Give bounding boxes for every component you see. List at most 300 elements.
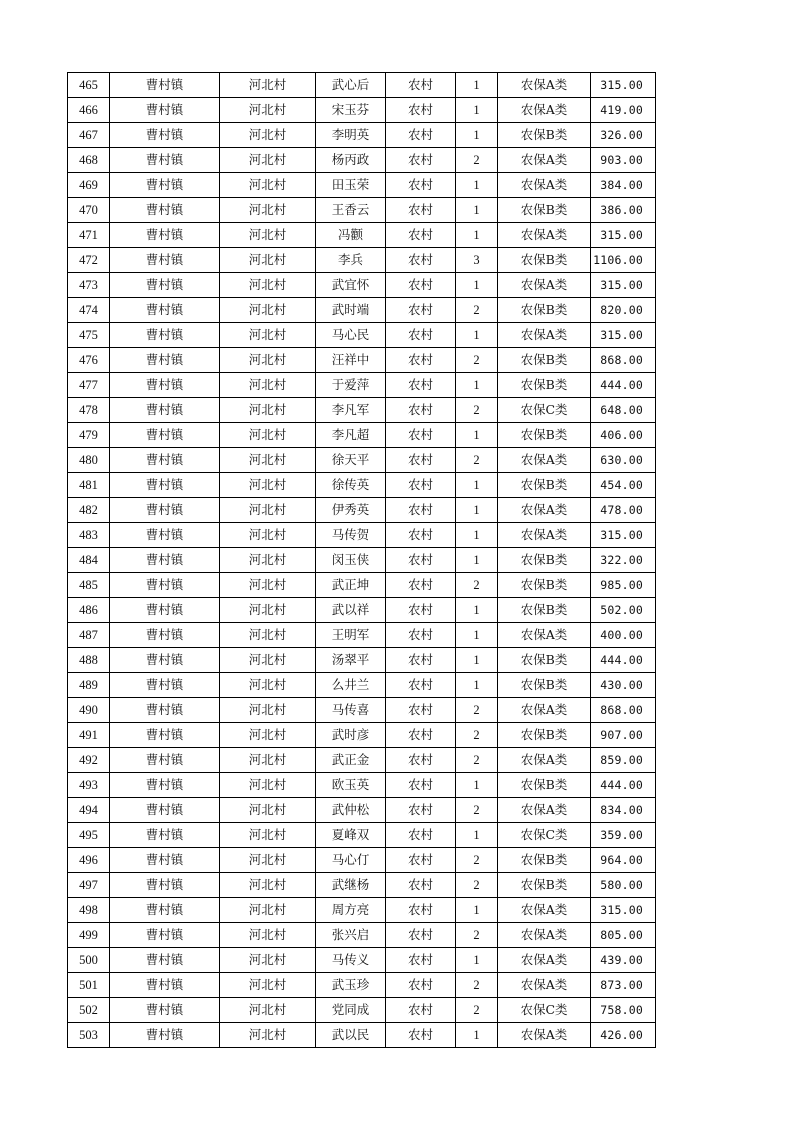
village-cell: 河北村 <box>220 998 316 1023</box>
row-number-cell: 493 <box>68 773 110 798</box>
person-name-cell: 么井兰 <box>316 673 386 698</box>
insurance-category-cell: 农保A类 <box>498 523 591 548</box>
household-type-cell: 农村 <box>386 748 456 773</box>
person-name-cell: 李凡军 <box>316 398 386 423</box>
table-row <box>68 423 656 448</box>
person-name-cell: 欧玉英 <box>316 773 386 798</box>
insurance-category-cell: 农保B类 <box>498 123 591 148</box>
person-name-cell: 张兴启 <box>316 923 386 948</box>
village-cell: 河北村 <box>220 648 316 673</box>
village-cell: 河北村 <box>220 123 316 148</box>
town-cell: 曹村镇 <box>110 223 220 248</box>
town-cell: 曹村镇 <box>110 448 220 473</box>
insurance-category-cell: 农保B类 <box>498 373 591 398</box>
household-type-cell: 农村 <box>386 123 456 148</box>
table-row <box>68 848 656 873</box>
row-number-cell: 477 <box>68 373 110 398</box>
table-row <box>68 223 656 248</box>
table-row <box>68 673 656 698</box>
village-cell: 河北村 <box>220 473 316 498</box>
household-type-cell: 农村 <box>386 873 456 898</box>
person-count-cell: 1 <box>456 98 498 123</box>
person-name-cell: 马心民 <box>316 323 386 348</box>
person-name-cell: 冯颧 <box>316 223 386 248</box>
row-number-cell: 495 <box>68 823 110 848</box>
insurance-category-cell: 农保A类 <box>498 98 591 123</box>
town-cell: 曹村镇 <box>110 298 220 323</box>
person-count-cell: 2 <box>456 798 498 823</box>
amount-cell: 630.00 <box>591 448 656 473</box>
row-number-cell: 488 <box>68 648 110 673</box>
person-name-cell: 武时端 <box>316 298 386 323</box>
amount-cell: 805.00 <box>591 923 656 948</box>
row-number-cell: 468 <box>68 148 110 173</box>
household-type-cell: 农村 <box>386 923 456 948</box>
person-name-cell: 马传贺 <box>316 523 386 548</box>
row-number-cell: 503 <box>68 1023 110 1048</box>
insurance-category-cell: 农保A类 <box>498 498 591 523</box>
table-row <box>68 998 656 1023</box>
amount-cell: 315.00 <box>591 73 656 98</box>
insurance-category-cell: 农保B类 <box>498 423 591 448</box>
person-count-cell: 2 <box>456 298 498 323</box>
village-cell: 河北村 <box>220 798 316 823</box>
insurance-category-cell: 农保A类 <box>498 898 591 923</box>
amount-cell: 985.00 <box>591 573 656 598</box>
village-cell: 河北村 <box>220 623 316 648</box>
insurance-category-cell: 农保B类 <box>498 473 591 498</box>
insurance-category-cell: 农保A类 <box>498 1023 591 1048</box>
person-count-cell: 1 <box>456 223 498 248</box>
village-cell: 河北村 <box>220 198 316 223</box>
person-name-cell: 武正坤 <box>316 573 386 598</box>
person-count-cell: 2 <box>456 848 498 873</box>
household-type-cell: 农村 <box>386 373 456 398</box>
person-count-cell: 1 <box>456 623 498 648</box>
household-type-cell: 农村 <box>386 798 456 823</box>
village-cell: 河北村 <box>220 98 316 123</box>
person-count-cell: 2 <box>456 873 498 898</box>
amount-cell: 315.00 <box>591 223 656 248</box>
household-type-cell: 农村 <box>386 348 456 373</box>
town-cell: 曹村镇 <box>110 948 220 973</box>
person-name-cell: 马传义 <box>316 948 386 973</box>
amount-cell: 400.00 <box>591 623 656 648</box>
town-cell: 曹村镇 <box>110 423 220 448</box>
row-number-cell: 502 <box>68 998 110 1023</box>
amount-cell: 868.00 <box>591 698 656 723</box>
town-cell: 曹村镇 <box>110 923 220 948</box>
insurance-category-cell: 农保C类 <box>498 998 591 1023</box>
amount-cell: 454.00 <box>591 473 656 498</box>
row-number-cell: 476 <box>68 348 110 373</box>
amount-cell: 820.00 <box>591 298 656 323</box>
village-cell: 河北村 <box>220 223 316 248</box>
amount-cell: 359.00 <box>591 823 656 848</box>
amount-cell: 964.00 <box>591 848 656 873</box>
amount-cell: 386.00 <box>591 198 656 223</box>
town-cell: 曹村镇 <box>110 398 220 423</box>
amount-cell: 384.00 <box>591 173 656 198</box>
row-number-cell: 467 <box>68 123 110 148</box>
village-cell: 河北村 <box>220 823 316 848</box>
person-name-cell: 武以民 <box>316 1023 386 1048</box>
row-number-cell: 497 <box>68 873 110 898</box>
town-cell: 曹村镇 <box>110 823 220 848</box>
village-cell: 河北村 <box>220 698 316 723</box>
row-number-cell: 494 <box>68 798 110 823</box>
table-row <box>68 898 656 923</box>
person-name-cell: 李凡超 <box>316 423 386 448</box>
person-name-cell: 李明英 <box>316 123 386 148</box>
table-row <box>68 473 656 498</box>
person-name-cell: 伊秀英 <box>316 498 386 523</box>
town-cell: 曹村镇 <box>110 873 220 898</box>
amount-cell: 430.00 <box>591 673 656 698</box>
town-cell: 曹村镇 <box>110 548 220 573</box>
person-name-cell: 武以祥 <box>316 598 386 623</box>
person-count-cell: 1 <box>456 498 498 523</box>
table-row <box>68 973 656 998</box>
table-row <box>68 298 656 323</box>
table-row <box>68 523 656 548</box>
amount-cell: 315.00 <box>591 523 656 548</box>
table-row <box>68 598 656 623</box>
table-row <box>68 98 656 123</box>
table-row <box>68 148 656 173</box>
insurance-category-cell: 农保A类 <box>498 148 591 173</box>
table-row <box>68 748 656 773</box>
town-cell: 曹村镇 <box>110 573 220 598</box>
village-cell: 河北村 <box>220 973 316 998</box>
insurance-category-cell: 农保A类 <box>498 748 591 773</box>
row-number-cell: 472 <box>68 248 110 273</box>
table-row <box>68 623 656 648</box>
person-name-cell: 马传喜 <box>316 698 386 723</box>
row-number-cell: 486 <box>68 598 110 623</box>
village-cell: 河北村 <box>220 848 316 873</box>
household-type-cell: 农村 <box>386 73 456 98</box>
household-type-cell: 农村 <box>386 648 456 673</box>
household-type-cell: 农村 <box>386 173 456 198</box>
town-cell: 曹村镇 <box>110 898 220 923</box>
insurance-category-cell: 农保B类 <box>498 248 591 273</box>
table-row <box>68 698 656 723</box>
person-name-cell: 党同成 <box>316 998 386 1023</box>
table-row <box>68 498 656 523</box>
village-cell: 河北村 <box>220 298 316 323</box>
village-cell: 河北村 <box>220 773 316 798</box>
row-number-cell: 469 <box>68 173 110 198</box>
town-cell: 曹村镇 <box>110 148 220 173</box>
person-name-cell: 徐传英 <box>316 473 386 498</box>
household-type-cell: 农村 <box>386 823 456 848</box>
person-name-cell: 杨丙政 <box>316 148 386 173</box>
amount-cell: 406.00 <box>591 423 656 448</box>
person-name-cell: 武时彦 <box>316 723 386 748</box>
table-row <box>68 273 656 298</box>
person-name-cell: 武正金 <box>316 748 386 773</box>
table-row <box>68 73 656 98</box>
row-number-cell: 499 <box>68 923 110 948</box>
person-name-cell: 汪祥中 <box>316 348 386 373</box>
insurance-category-cell: 农保B类 <box>498 548 591 573</box>
table-row <box>68 798 656 823</box>
row-number-cell: 482 <box>68 498 110 523</box>
amount-cell: 315.00 <box>591 898 656 923</box>
amount-cell: 326.00 <box>591 123 656 148</box>
household-type-cell: 农村 <box>386 323 456 348</box>
person-name-cell: 武玉珍 <box>316 973 386 998</box>
insurance-category-cell: 农保A类 <box>498 448 591 473</box>
person-count-cell: 1 <box>456 173 498 198</box>
village-cell: 河北村 <box>220 1023 316 1048</box>
insurance-category-cell: 农保B类 <box>498 348 591 373</box>
row-number-cell: 492 <box>68 748 110 773</box>
household-type-cell: 农村 <box>386 848 456 873</box>
insurance-category-cell: 农保A类 <box>498 923 591 948</box>
village-cell: 河北村 <box>220 398 316 423</box>
insurance-category-cell: 农保A类 <box>498 173 591 198</box>
town-cell: 曹村镇 <box>110 848 220 873</box>
insurance-category-cell: 农保A类 <box>498 973 591 998</box>
row-number-cell: 474 <box>68 298 110 323</box>
village-cell: 河北村 <box>220 673 316 698</box>
town-cell: 曹村镇 <box>110 798 220 823</box>
household-type-cell: 农村 <box>386 773 456 798</box>
table-row <box>68 448 656 473</box>
table-row <box>68 173 656 198</box>
insurance-category-cell: 农保A类 <box>498 948 591 973</box>
insurance-category-cell: 农保B类 <box>498 573 591 598</box>
person-name-cell: 田玉荣 <box>316 173 386 198</box>
table-row <box>68 773 656 798</box>
person-name-cell: 武心后 <box>316 73 386 98</box>
insurance-category-cell: 农保A类 <box>498 273 591 298</box>
insurance-category-cell: 农保A类 <box>498 698 591 723</box>
table-row <box>68 823 656 848</box>
town-cell: 曹村镇 <box>110 773 220 798</box>
town-cell: 曹村镇 <box>110 348 220 373</box>
person-name-cell: 武宜怀 <box>316 273 386 298</box>
village-cell: 河北村 <box>220 873 316 898</box>
town-cell: 曹村镇 <box>110 198 220 223</box>
household-type-cell: 农村 <box>386 498 456 523</box>
person-count-cell: 1 <box>456 523 498 548</box>
household-type-cell: 农村 <box>386 1023 456 1048</box>
amount-cell: 907.00 <box>591 723 656 748</box>
row-number-cell: 485 <box>68 573 110 598</box>
town-cell: 曹村镇 <box>110 1023 220 1048</box>
person-name-cell: 武仲松 <box>316 798 386 823</box>
table-row <box>68 723 656 748</box>
person-name-cell: 夏峰双 <box>316 823 386 848</box>
insurance-category-cell: 农保B类 <box>498 873 591 898</box>
town-cell: 曹村镇 <box>110 123 220 148</box>
person-name-cell: 王香云 <box>316 198 386 223</box>
town-cell: 曹村镇 <box>110 748 220 773</box>
household-type-cell: 农村 <box>386 973 456 998</box>
person-count-cell: 1 <box>456 598 498 623</box>
row-number-cell: 498 <box>68 898 110 923</box>
insurance-category-cell: 农保B类 <box>498 773 591 798</box>
amount-cell: 444.00 <box>591 373 656 398</box>
village-cell: 河北村 <box>220 423 316 448</box>
person-count-cell: 1 <box>456 898 498 923</box>
village-cell: 河北村 <box>220 548 316 573</box>
row-number-cell: 489 <box>68 673 110 698</box>
town-cell: 曹村镇 <box>110 98 220 123</box>
village-cell: 河北村 <box>220 323 316 348</box>
row-number-cell: 480 <box>68 448 110 473</box>
row-number-cell: 473 <box>68 273 110 298</box>
table-row <box>68 948 656 973</box>
insurance-category-cell: 农保A类 <box>498 73 591 98</box>
person-count-cell: 1 <box>456 323 498 348</box>
amount-cell: 868.00 <box>591 348 656 373</box>
village-cell: 河北村 <box>220 448 316 473</box>
person-name-cell: 宋玉芬 <box>316 98 386 123</box>
amount-cell: 315.00 <box>591 323 656 348</box>
row-number-cell: 465 <box>68 73 110 98</box>
insurance-category-cell: 农保B类 <box>498 848 591 873</box>
amount-cell: 580.00 <box>591 873 656 898</box>
person-count-cell: 1 <box>456 198 498 223</box>
person-count-cell: 1 <box>456 373 498 398</box>
person-count-cell: 2 <box>456 698 498 723</box>
village-cell: 河北村 <box>220 248 316 273</box>
roster-table-body <box>68 73 656 1048</box>
household-type-cell: 农村 <box>386 198 456 223</box>
person-count-cell: 2 <box>456 973 498 998</box>
table-row <box>68 123 656 148</box>
person-count-cell: 3 <box>456 248 498 273</box>
insurance-category-cell: 农保A类 <box>498 623 591 648</box>
village-cell: 河北村 <box>220 498 316 523</box>
village-cell: 河北村 <box>220 598 316 623</box>
village-cell: 河北村 <box>220 948 316 973</box>
row-number-cell: 496 <box>68 848 110 873</box>
row-number-cell: 481 <box>68 473 110 498</box>
row-number-cell: 466 <box>68 98 110 123</box>
person-name-cell: 武继杨 <box>316 873 386 898</box>
row-number-cell: 470 <box>68 198 110 223</box>
amount-cell: 648.00 <box>591 398 656 423</box>
row-number-cell: 484 <box>68 548 110 573</box>
person-count-cell: 1 <box>456 673 498 698</box>
table-row <box>68 248 656 273</box>
household-type-cell: 农村 <box>386 948 456 973</box>
amount-cell: 1106.00 <box>591 248 656 273</box>
person-count-cell: 1 <box>456 423 498 448</box>
insurance-category-cell: 农保C类 <box>498 823 591 848</box>
row-number-cell: 491 <box>68 723 110 748</box>
table-row <box>68 198 656 223</box>
town-cell: 曹村镇 <box>110 173 220 198</box>
insurance-category-cell: 农保B类 <box>498 648 591 673</box>
amount-cell: 859.00 <box>591 748 656 773</box>
town-cell: 曹村镇 <box>110 723 220 748</box>
person-count-cell: 1 <box>456 548 498 573</box>
household-type-cell: 农村 <box>386 998 456 1023</box>
household-type-cell: 农村 <box>386 298 456 323</box>
village-cell: 河北村 <box>220 923 316 948</box>
insurance-category-cell: 农保B类 <box>498 598 591 623</box>
village-cell: 河北村 <box>220 173 316 198</box>
amount-cell: 444.00 <box>591 648 656 673</box>
village-cell: 河北村 <box>220 373 316 398</box>
table-row <box>68 348 656 373</box>
insurance-category-cell: 农保A类 <box>498 223 591 248</box>
insurance-category-cell: 农保B类 <box>498 198 591 223</box>
person-name-cell: 闵玉侠 <box>316 548 386 573</box>
insurance-category-cell: 农保B类 <box>498 673 591 698</box>
household-type-cell: 农村 <box>386 573 456 598</box>
household-type-cell: 农村 <box>386 523 456 548</box>
person-name-cell: 徐天平 <box>316 448 386 473</box>
person-count-cell: 1 <box>456 473 498 498</box>
town-cell: 曹村镇 <box>110 698 220 723</box>
person-count-cell: 2 <box>456 998 498 1023</box>
household-type-cell: 农村 <box>386 598 456 623</box>
household-type-cell: 农村 <box>386 673 456 698</box>
town-cell: 曹村镇 <box>110 248 220 273</box>
amount-cell: 502.00 <box>591 598 656 623</box>
table-row <box>68 398 656 423</box>
amount-cell: 873.00 <box>591 973 656 998</box>
household-type-cell: 农村 <box>386 423 456 448</box>
village-cell: 河北村 <box>220 148 316 173</box>
amount-cell: 322.00 <box>591 548 656 573</box>
town-cell: 曹村镇 <box>110 473 220 498</box>
household-type-cell: 农村 <box>386 548 456 573</box>
person-count-cell: 2 <box>456 348 498 373</box>
person-count-cell: 1 <box>456 73 498 98</box>
table-row <box>68 548 656 573</box>
amount-cell: 758.00 <box>591 998 656 1023</box>
household-type-cell: 农村 <box>386 723 456 748</box>
row-number-cell: 501 <box>68 973 110 998</box>
household-type-cell: 农村 <box>386 448 456 473</box>
village-cell: 河北村 <box>220 898 316 923</box>
person-count-cell: 2 <box>456 573 498 598</box>
town-cell: 曹村镇 <box>110 673 220 698</box>
person-count-cell: 1 <box>456 948 498 973</box>
amount-cell: 419.00 <box>591 98 656 123</box>
town-cell: 曹村镇 <box>110 273 220 298</box>
amount-cell: 834.00 <box>591 798 656 823</box>
village-cell: 河北村 <box>220 273 316 298</box>
person-count-cell: 1 <box>456 773 498 798</box>
village-cell: 河北村 <box>220 348 316 373</box>
table-row <box>68 873 656 898</box>
person-name-cell: 李兵 <box>316 248 386 273</box>
row-number-cell: 500 <box>68 948 110 973</box>
household-type-cell: 农村 <box>386 273 456 298</box>
town-cell: 曹村镇 <box>110 973 220 998</box>
amount-cell: 439.00 <box>591 948 656 973</box>
village-cell: 河北村 <box>220 723 316 748</box>
person-name-cell: 马心仃 <box>316 848 386 873</box>
amount-cell: 903.00 <box>591 148 656 173</box>
amount-cell: 478.00 <box>591 498 656 523</box>
town-cell: 曹村镇 <box>110 523 220 548</box>
insurance-category-cell: 农保A类 <box>498 798 591 823</box>
insurance-category-cell: 农保B类 <box>498 298 591 323</box>
person-count-cell: 1 <box>456 1023 498 1048</box>
table-row <box>68 573 656 598</box>
town-cell: 曹村镇 <box>110 623 220 648</box>
